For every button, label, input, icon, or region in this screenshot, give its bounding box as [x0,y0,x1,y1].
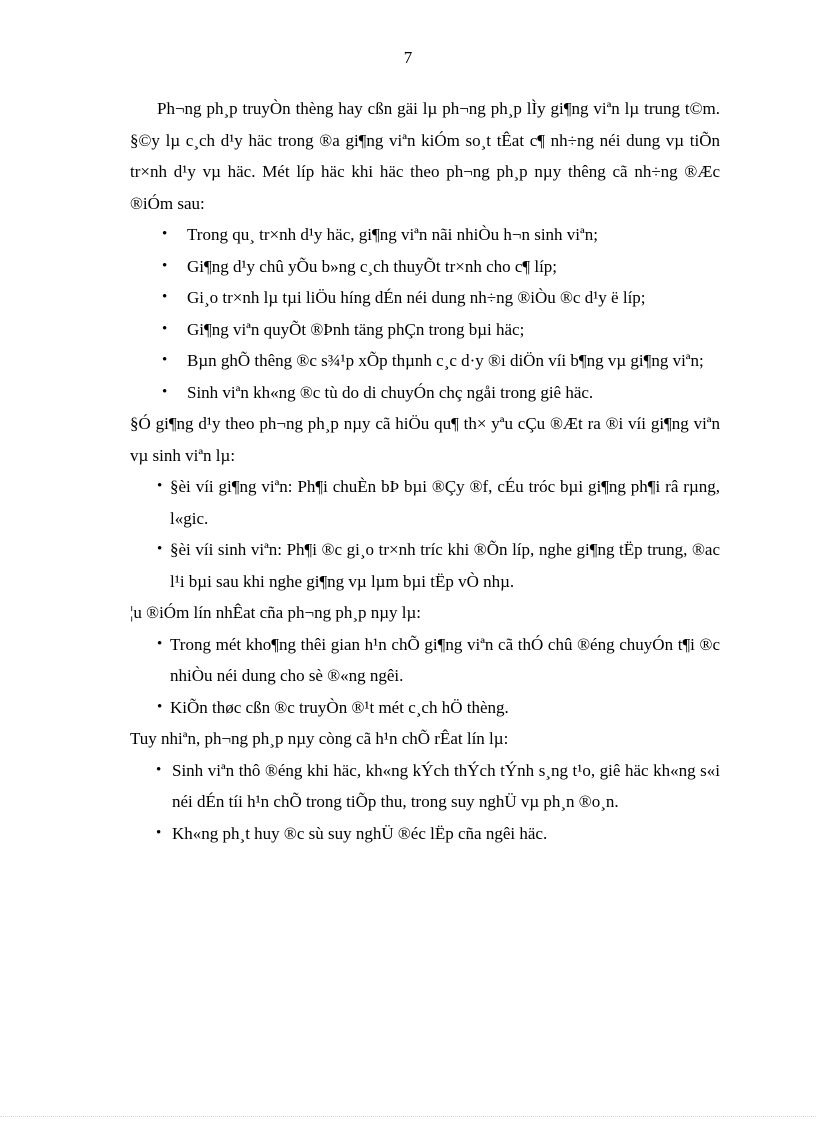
list-item: • Bµn ghÕ thêng ®c s¾¹p xÕp thµnh c¸c d·y ®i diÖn víi b¶ng vµ gi¶ng viªn; [130,345,720,377]
paragraph-advantages: ¦u ®iÓm lín nhÊat cña ph¬ng ph¸p nµy lµ: [130,603,422,622]
list-item: • Gi¸o tr×nh lµ tµi liÖu híng dÉn néi dung nh÷ng ®iÒu ®c d¹y ë líp; [130,282,720,314]
paragraph-requirements: §Ó gi¶ng d¹y theo ph¬ng ph¸p nµy cã hiÖu qu¶ th× yªu cÇu ®Æt ra ®i víi gi¶ng viªn vµ sinh viªn lµ: [130,414,720,465]
list-item: • Gi¶ng viªn quyÕt ®Þnh täng phÇn trong bµi häc; [130,314,720,346]
list-item: • Trong qu¸ tr×nh d¹y häc, gi¶ng viªn nãi nhiÒu h¬n sinh viªn; [130,219,720,251]
page-number: 7 [403,48,413,67]
list-item: • §èi víi sinh viªn: Ph¶i ®c gi¸o tr×nh tríc khi ®Õn líp, nghe gi¶ng tËp trung, ®ac l¹i bµi sau khi nghe gi¶ng vµ lµm bµi tËp vÒ nhµ. [130,534,720,597]
list-item: • §èi víi gi¶ng viªn: Ph¶i chuÈn bÞ bµi ®Çy ®f, cÉu tróc bµi gi¶ng ph¶i râ rµng, l«gic. [130,471,720,534]
list-item: • Sinh viªn kh«ng ®c tù do di chuyÓn chç ngåi trong giê häc. [130,377,720,409]
page-bottom-rule [0,1116,816,1117]
list-item: • KiÕn thøc cßn ®c truyÒn ®¹t mét c¸ch hÖ thèng. [130,692,720,724]
paragraph-intro: Ph¬ng ph¸p truyÒn thèng hay cßn gäi lµ ph¬ng ph¸p lÌy gi¶ng viªn lµ trung t©m. §©y lµ c¸ch d¹y häc trong ®a gi¶ng viªn kiÓm so¸t tÊat c¶ nh÷ng néi dung vµ tiÕn tr×nh d¹y vµ häc. Mét líp häc khi häc theo ph¬ng ph¸p nµy thêng cã nh÷ng ®Æc ®iÓm sau: [130,99,720,213]
advantages-list [130,629,720,724]
characteristics-list [130,219,720,408]
list-item: • Trong mét kho¶ng thêi gian h¹n chÕ gi¶ng viªn cã thÓ chû ®éng chuyÓn t¶i ®c nhiÒu néi dung cho sè ®«ng ngêi. [130,629,720,692]
requirements-list [130,471,720,597]
list-item: • Kh«ng ph¸t huy ®c sù suy nghÜ ®éc lËp cña ngêi häc. [130,818,720,850]
paragraph-limitations: Tuy nhiªn, ph¬ng ph¸p nµy còng cã h¹n chÕ rÊat lín lµ: [130,729,509,748]
limitations-list [130,755,720,850]
document-body [130,93,720,849]
list-item: • Gi¶ng d¹y chû yÕu b»ng c¸ch thuyÕt tr×nh cho c¶ líp; [130,251,720,283]
list-item: • Sinh viªn thô ®éng khi häc, kh«ng kÝch thÝch tÝnh s¸ng t¹o, giê häc kh«ng s«i néi dÉn tíi h¹n chÕ trong tiÕp thu, trong suy nghÜ vµ ph¸n ®o¸n. [130,755,720,818]
